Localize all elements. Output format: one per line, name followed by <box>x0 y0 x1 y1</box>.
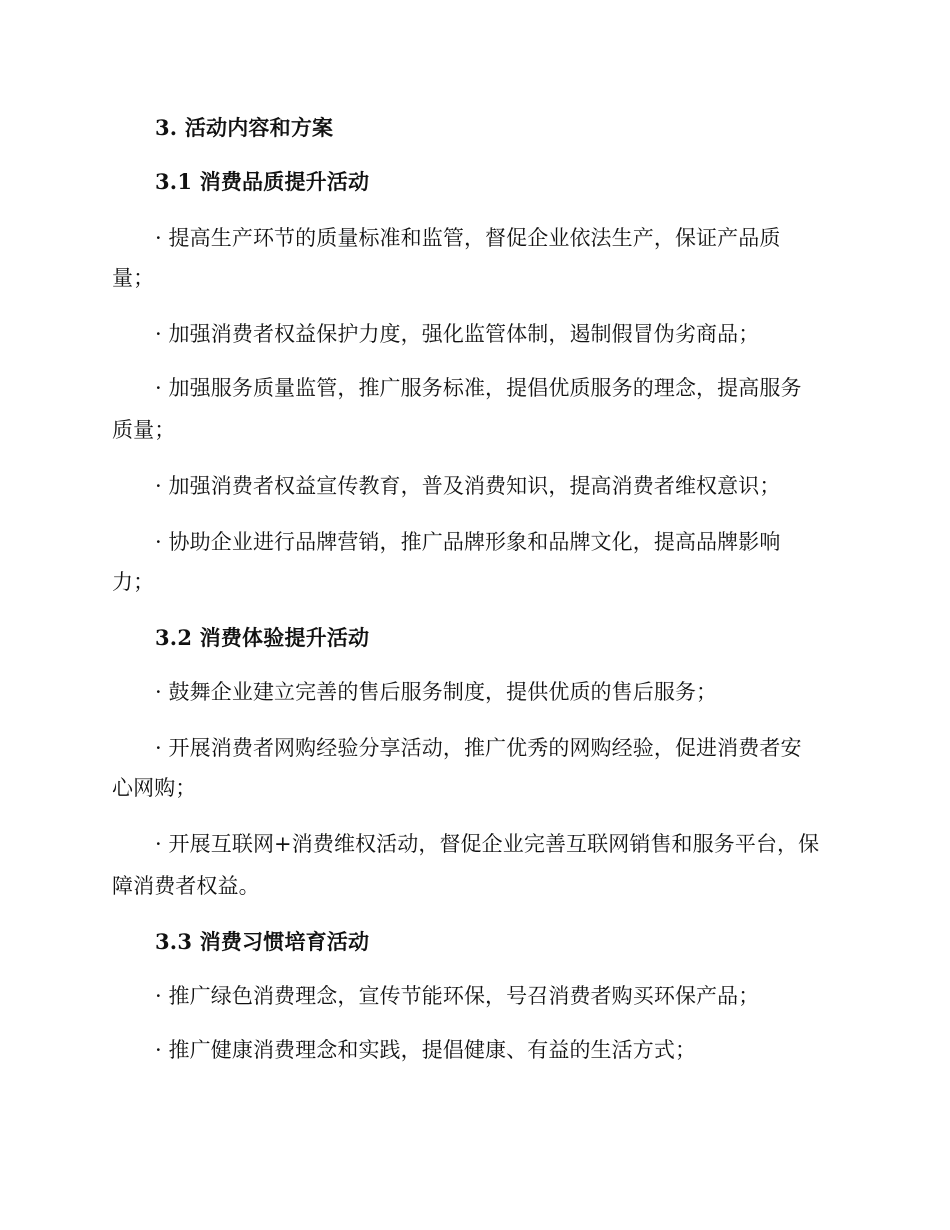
subsection-title-3-1: 3.1 消费品质提升活动 <box>155 169 370 194</box>
subsection-title-3-3: 3.3 消费习惯培育活动 <box>155 929 370 954</box>
subsection-title-3-2: 3.2 消费体验提升活动 <box>155 625 370 650</box>
list-item-continuation: 障消费者权益。 <box>112 874 260 898</box>
list-item-continuation: 量； <box>112 266 155 290</box>
list-item-continuation: 力； <box>112 570 155 594</box>
list-item: · 开展消费者网购经验分享活动，推广优秀的网购经验，促进消费者安 <box>155 736 802 760</box>
list-item-continuation: 质量； <box>112 418 176 442</box>
list-item-continuation: 心网购； <box>112 776 197 800</box>
list-item: · 加强服务质量监管，推广服务标准，提倡优质服务的理念，提高服务 <box>155 376 802 400</box>
list-item: · 鼓舞企业建立完善的售后服务制度，提供优质的售后服务； <box>155 680 718 704</box>
list-item: · 推广健康消费理念和实践，提倡健康、有益的生活方式； <box>155 1038 697 1062</box>
list-item: · 加强消费者权益宣传教育，普及消费知识，提高消费者维权意识； <box>155 474 781 498</box>
list-item: · 提高生产环节的质量标准和监管，督促企业依法生产，保证产品质 <box>155 226 781 250</box>
list-item: · 推广绿色消费理念，宣传节能环保，号召消费者购买环保产品； <box>155 984 760 1008</box>
list-item: · 协助企业进行品牌营销，推广品牌形象和品牌文化，提高品牌影响 <box>155 530 781 554</box>
list-item: · 开展互联网+消费维权活动，督促企业完善互联网销售和服务平台，保 <box>155 832 820 856</box>
list-item: · 加强消费者权益保护力度，强化监管体制，遏制假冒伪劣商品； <box>155 322 760 346</box>
section-title: 3. 活动内容和方案 <box>155 115 334 140</box>
